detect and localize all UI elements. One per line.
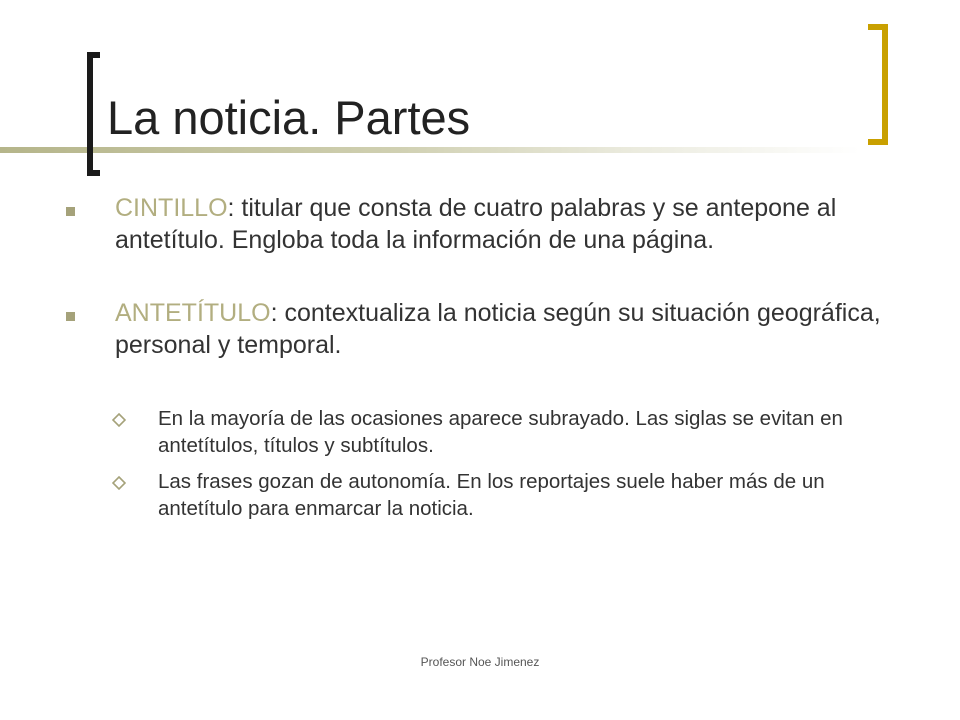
sub-bullet-text: En la mayoría de las ocasiones aparece subrayado. Las siglas se evitan en antetítulos, títulos y subtítulos.	[158, 407, 843, 457]
title-underline-bar	[0, 147, 860, 153]
sub-bullet-item	[112, 406, 896, 459]
square-bullet-icon	[66, 312, 75, 321]
bullet-antetitulo	[66, 298, 896, 361]
hollow-diamond-bullet-icon	[112, 413, 126, 427]
square-bullet-icon	[66, 207, 75, 216]
bullet-term: CINTILLO	[115, 194, 228, 222]
sub-bullet-item	[112, 469, 896, 522]
right-bracket-decoration	[868, 24, 888, 145]
bullet-text: : titular que consta de cuatro palabras y se antepone al antetítulo. Engloba toda la información de una página.	[115, 194, 837, 254]
sub-bullet-list	[66, 406, 896, 523]
bullet-cintillo	[66, 193, 896, 256]
left-bracket-decoration	[87, 52, 100, 176]
hollow-diamond-bullet-icon	[112, 476, 126, 490]
bullet-text: : contextualiza la noticia según su situación geográfica, personal y temporal.	[115, 299, 881, 359]
slide-footer: Profesor Noe Jimenez	[420, 655, 540, 669]
slide-title: La noticia. Partes	[107, 91, 471, 144]
bullet-term: ANTETÍTULO	[115, 299, 271, 327]
slide-content	[66, 193, 896, 523]
sub-bullet-text: Las frases gozan de autonomía. En los reportajes suele haber más de un antetítulo para enmarcar la noticia.	[158, 470, 825, 520]
